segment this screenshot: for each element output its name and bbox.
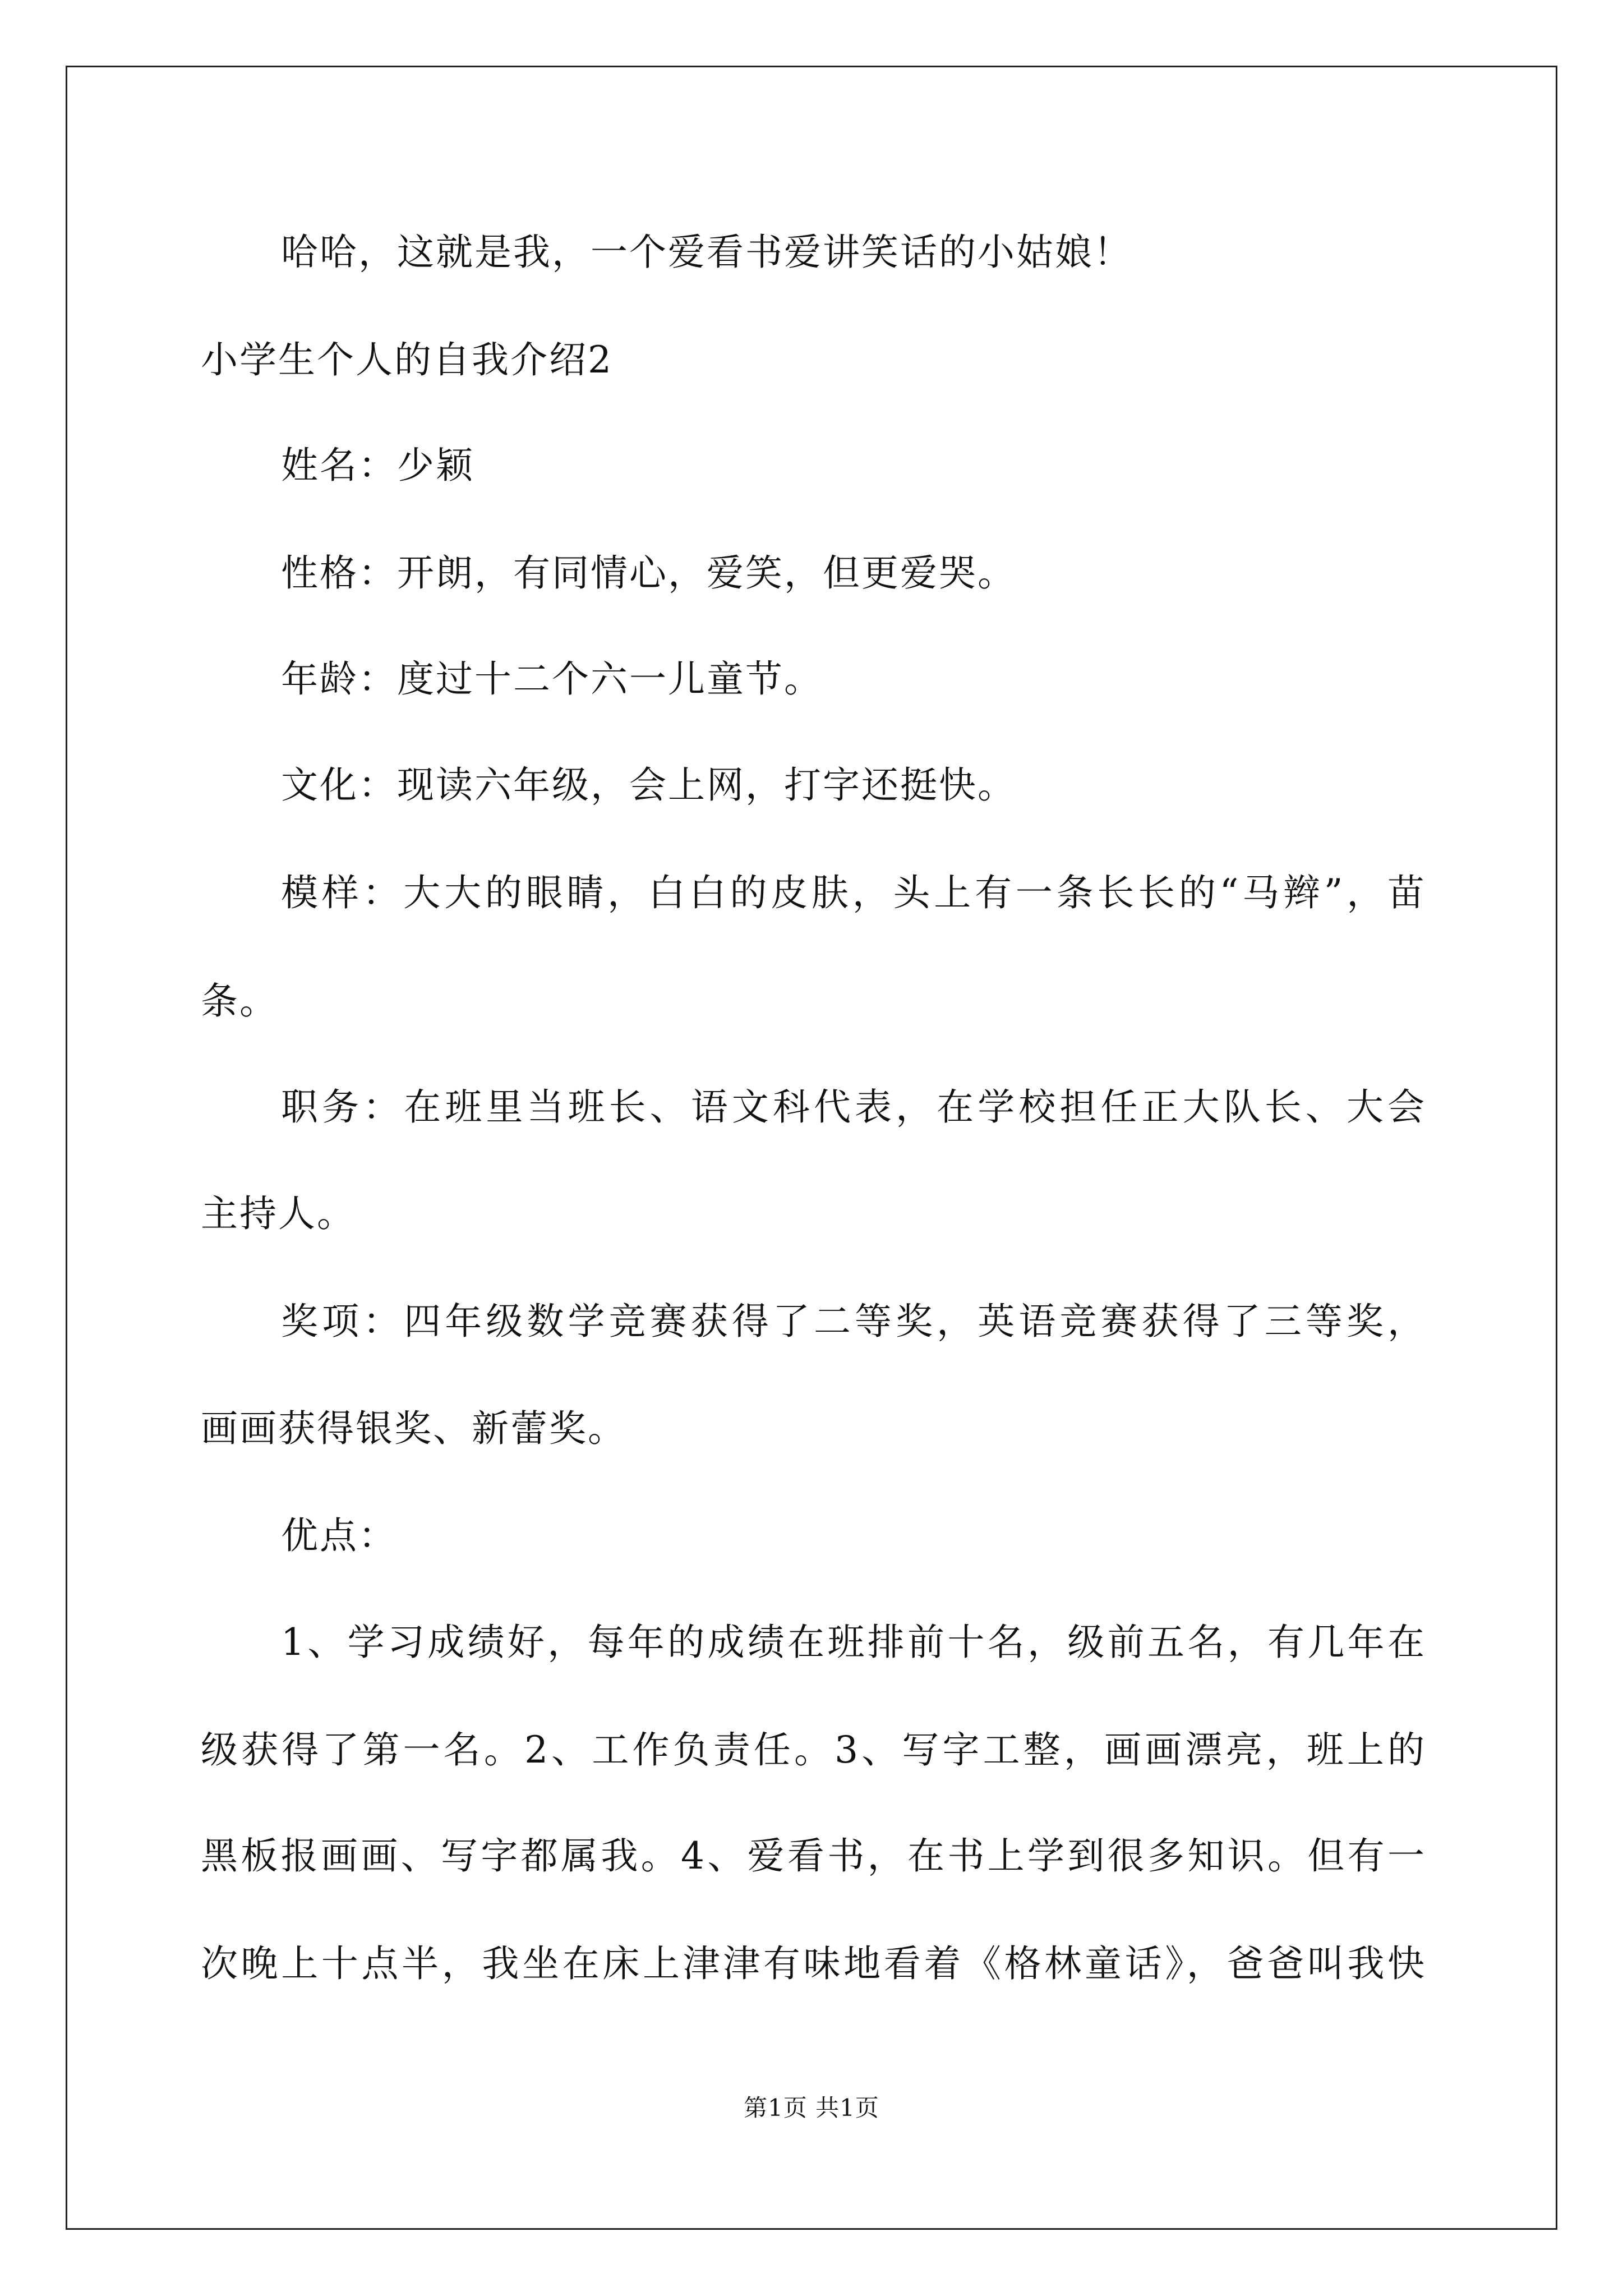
- paragraph-line: 哈哈，这就是我，一个爱看书爱讲笑话的小姑娘！: [281, 231, 1132, 274]
- paragraph-line: 黑板报画画、写字都属我。4、爱看书，在书上学到很多知识。但有一: [201, 1834, 1426, 1878]
- paragraph-line: 文化：现读六年级，会上网，打字还挺快。: [281, 763, 1016, 807]
- paragraph-line: 奖项：四年级数学竞赛获得了二等奖，英语竞赛获得了三等奖，: [281, 1300, 1426, 1343]
- page-number-footer: 第1页 共1页: [744, 2094, 879, 2122]
- paragraph-line: 主持人。: [201, 1192, 356, 1235]
- section-heading: 小学生个人的自我介绍2: [201, 338, 613, 381]
- paragraph-line: 姓名：少颖: [281, 444, 474, 487]
- paragraph-line: 优点：: [281, 1514, 397, 1557]
- paragraph-line: 次晚上十点半，我坐在床上津津有味地看着《格林童话》，爸爸叫我快: [201, 1942, 1426, 1985]
- page-border: [66, 66, 1557, 2230]
- paragraph-line: 模样：大大的眼睛，白白的皮肤，头上有一条长长的“马辫”，苗: [281, 871, 1426, 914]
- paragraph-line: 级获得了第一名。2、工作负责任。3、写字工整，画画漂亮，班上的: [201, 1728, 1426, 1772]
- paragraph-line: 1、学习成绩好，每年的成绩在班排前十名，级前五名，有几年在: [281, 1621, 1426, 1664]
- paragraph-line: 性格：开朗，有同情心，爱笑，但更爱哭。: [281, 551, 1016, 595]
- paragraph-line: 画画获得银奖、新蕾奖。: [201, 1407, 626, 1450]
- paragraph-line: 职务：在班里当班长、语文科代表，在学校担任正大队长、大会: [281, 1085, 1426, 1129]
- paragraph-line: 年龄：度过十二个六一儿童节。: [281, 657, 823, 701]
- paragraph-line: 条。: [201, 979, 278, 1023]
